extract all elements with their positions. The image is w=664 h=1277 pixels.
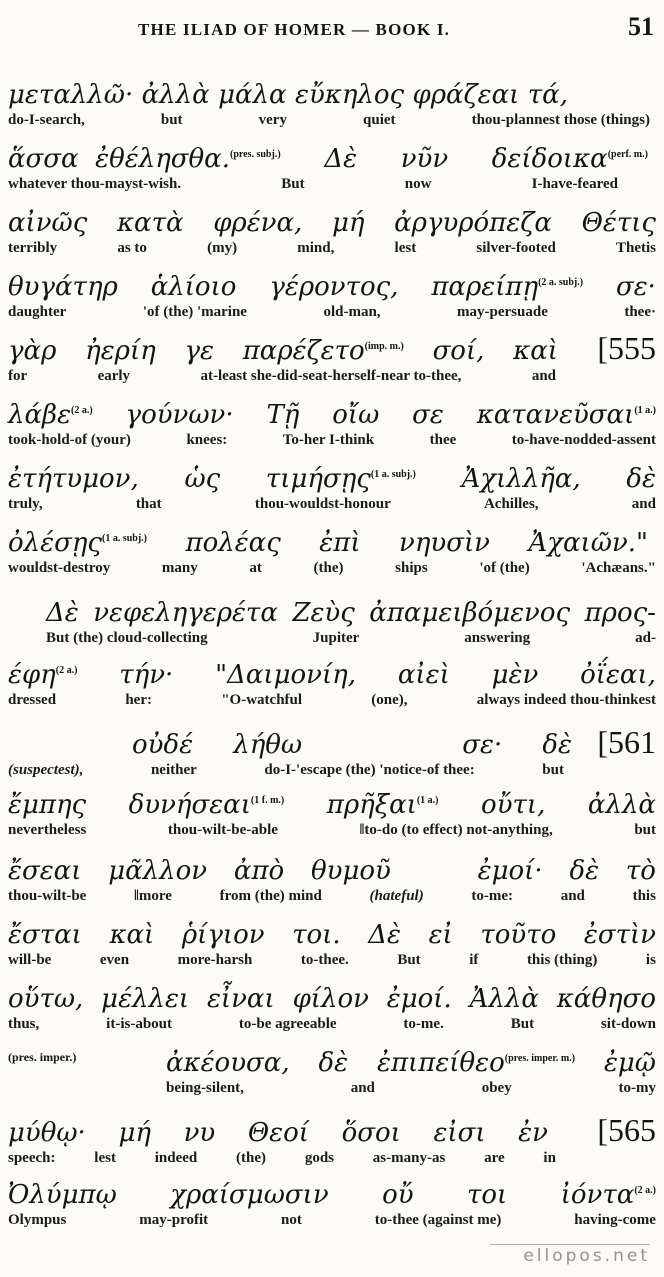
interlinear-line [8,598,656,662]
interlinear-line [8,790,656,854]
english-gloss: But (the) cloud-collecting Jupiter answering ad- [46,630,656,646]
greek-text: ἔσται καὶ ῥίγιον τοι. Δὲ εἰ τοῦτο ἐστὶν [8,920,656,950]
english-gloss: thus, it-is-about to-be agreeable to-me. But sit-down [8,1016,656,1032]
english-gloss: daughter 'of (the) 'marine old-man, may-persuade thee· [8,304,656,320]
interlinear-line [8,208,656,272]
interlinear-line [8,1112,656,1182]
greek-text: αἰνῶς κατὰ φρένα, μή ἀργυρόπεζα Θέτις [8,208,656,238]
greek-text: ἀκέουσα, δὲ ἐπιπείθεο$^{(pres. imper. m.)}$ ἐμῷ [166,1048,656,1078]
interlinear-line [8,272,656,336]
page-header [0,10,664,50]
running-title: THE ILIAD OF HOMER — BOOK I. [138,20,451,39]
interlinear-line [8,1180,656,1244]
greek-text: λάβε$^{(2 a.)}$ γούνων· Τῇ οἴω σε κατανεῦσαι$^{(1 a.)}$ [8,400,656,430]
interlinear-line [8,856,656,920]
greek-text: οὐδέ λήθω σε· δὲ [132,730,572,760]
interlinear-line [8,724,656,794]
interlinear-line [8,330,656,400]
english-gloss: do-I-search, but very quiet thou-plannest those (things) [8,112,650,128]
interlinear-line [8,144,656,208]
english-gloss: truly, that thou-wouldst-honour Achilles, and [8,496,656,512]
interlinear-line [8,660,656,724]
greek-text: μύθῳ· μή νυ Θεοί ὅσοι εἰσι ἐν [8,1118,548,1148]
grammar-note: (pres. imper.) [8,1050,77,1064]
english-gloss: for early at-least she-did-seat-herself-near to-thee, and [8,368,556,384]
interlinear-line [8,1048,656,1112]
english-gloss: speech: lest indeed (the) gods as-many-as are in [8,1150,556,1166]
interlinear-line [8,984,656,1048]
english-gloss: (suspectest), neither do-I-'escape (the) 'notice-of thee: but [8,762,564,778]
greek-text: ἔσεαι μᾶλλον ἀπὸ θυμοῦ ἐμοί· δὲ τὸ [8,856,656,886]
english-gloss: terribly as to (my) mind, lest silver-footed Thetis [8,240,656,256]
line-number: [561 [597,724,656,760]
english-gloss: nevertheless thou-wilt-be-able ‖to-do (to effect) not-anything, but [8,822,656,838]
page-number: 51 [628,12,654,41]
english-gloss: thou-wilt-be ‖more from (the) mind (hateful) to-me: and this [8,888,656,904]
interlinear-line [8,80,656,144]
greek-text: γὰρ ἠερίη γε παρέζετο$^{(imp. m.)}$ σοί, καὶ [8,336,558,366]
greek-text: ἔμπης δυνήσεαι$^{(1 f. m.)}$ πρῆξαι$^{(1 a.)}$ οὔτι, ἀλλὰ [8,790,656,820]
english-gloss: Olympus may-profit not to-thee (against me) having-come [8,1212,656,1228]
english-gloss: will-be even more-harsh to-thee. But if this (thing) is [8,952,656,968]
line-number: [565 [597,1112,656,1148]
line-number: [555 [597,330,656,366]
english-gloss: took-hold-of (your) knees: To-her I-think thee to-have-nodded-assent [8,432,656,448]
interlinear-line [8,528,656,592]
interlinear-line [8,464,656,528]
greek-text: ἐτήτυμον, ὡς τιμήσῃς$^{(1 a. subj.)}$ Ἀχιλλῆα, δὲ [8,464,656,494]
english-gloss: wouldst-destroy many at (the) ships 'of (the) 'Achæans." [8,560,656,576]
english-gloss: whatever thou-mayst-wish. But now I-have-feared [8,176,618,192]
interlinear-line [8,400,656,464]
greek-text: οὕτω, μέλλει εἶναι φίλον ἐμοί. Ἀλλὰ κάθησο [8,984,656,1014]
english-gloss: dressed her: "O-watchful (one), always indeed thou-thinkest [8,692,656,708]
greek-text: ἅσσα ἐθέλησθα.$^{(pres. subj.)}$ Δὲ νῦν δείδοικα$^{(perf. m.)}$ [8,144,648,174]
footer-rule [490,1244,650,1245]
greek-text: μεταλλῶ· ἀλλὰ μάλα εὔκηλος φράζεαι τά, [8,80,568,110]
interlinear-line [8,920,656,984]
greek-text: θυγάτηρ ἁλίοιο γέροντος, παρείπῃ$^{(2 a. subj.)}$ σε· [8,272,656,302]
site-watermark: ellopos.net [523,1246,650,1266]
greek-text: Δὲ νεφεληγερέτα Ζεὺς ἀπαμειβόμενος προς- [46,598,656,628]
greek-text: ὀλέσῃς$^{(1 a. subj.)}$ πολέας ἐπὶ νηυσὶν Ἀχαιῶν." [8,528,648,558]
english-gloss: being-silent, and obey to-my [166,1080,656,1096]
greek-text: έφη$^{(2 a.)}$ τήν· "Δαιμονίη, αἰεὶ μὲν ὀΐεαι, [8,660,656,690]
greek-text: Ὀλύμπῳ χραίσμωσιν οὔ τοι ἰόντα$^{(2 a.)}$ [8,1180,656,1210]
